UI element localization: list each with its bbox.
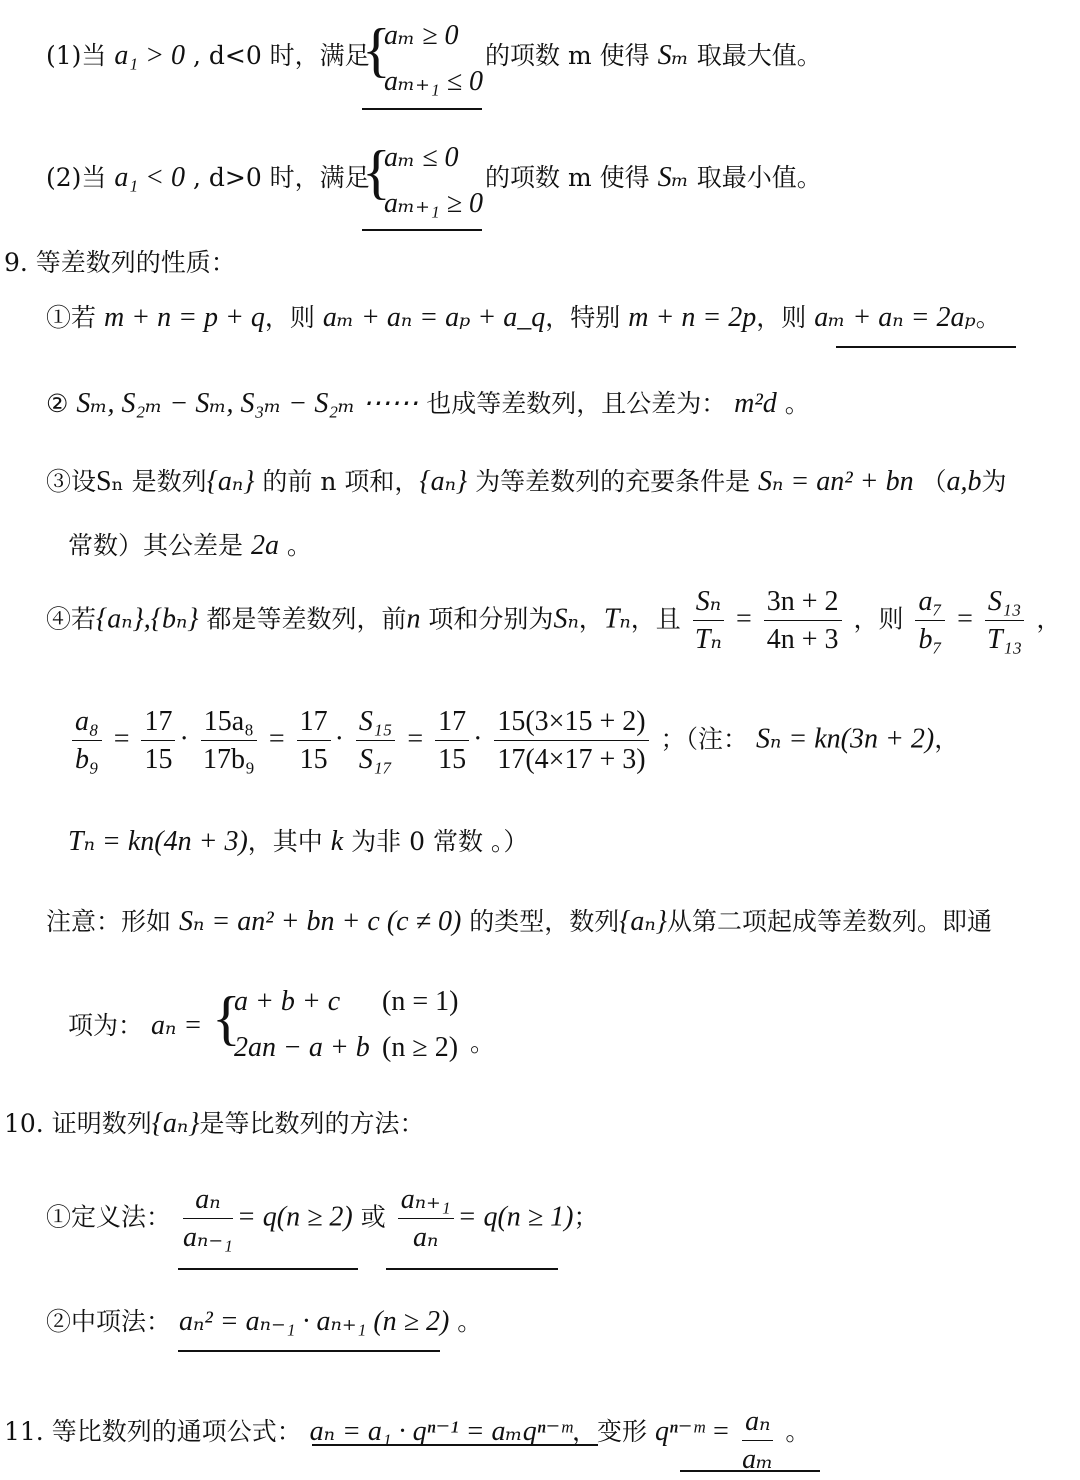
sec10-definition-method: ①定义法： $\frac{\text{aₙ}}{\text{aₙ₋₁}}$ = q(n ≥ 2) 或 $\frac{\text{aₙ₊₁}}{\text{aₙ}}$ = q(n ≥ 1)；	[46, 1184, 599, 1254]
math-a1-negative: a₁ < 0	[114, 162, 186, 193]
underline	[362, 108, 482, 110]
sec9-property-4: ④若{aₙ},{bₙ} 都是等差数列，前n 项和分别为Sₙ，Tₙ，且 $\frac{\text{Sₙ}}{\text{Tₙ}}$ = $\frac{3n + 2}{4n + 3}$ ，则 $\frac{\text{a₇}}{\text{b₇}}$ = $\frac{\text{S₁₃}}{\text{T₁₃}}$ ，	[46, 586, 1062, 656]
brace-icon: {	[362, 17, 391, 83]
underline	[836, 346, 1016, 348]
sec9-property-4-note: Tₙ = kn(4n + 3)，其中 k 为非 0 常数 。）	[68, 826, 529, 857]
item1-tail: 的项数 m 使得 Sₘ 取最大值。	[485, 40, 822, 71]
fraction: $\frac{\text{aₙ₊₁}}{\text{aₙ}}$	[398, 1184, 454, 1254]
item1-line: (1)当 a₁ > 0 , d<0 时，满足	[46, 40, 370, 71]
underline	[178, 1268, 358, 1270]
underline	[178, 1350, 440, 1352]
section-9-title: 9. 等差数列的性质：	[4, 248, 236, 277]
fraction: $\frac{3n + 2}{4n + 3}$	[764, 586, 842, 656]
sec9-note: 注意：形如 Sₙ = an² + bn + c (c ≠ 0) 的类型，数列{aₙ}从第二项起成等差数列。即通	[46, 906, 992, 937]
math-a1-positive: a₁ > 0	[114, 40, 186, 71]
fraction: $\frac{15(3\times 15 + 2)}{17(4\times 17 + 3)}$	[494, 706, 648, 776]
fraction: $\frac{\text{a₇}}{\text{b₇}}$	[915, 586, 945, 656]
sec9-property-3: ③设Sₙ 是数列{aₙ} 的前 n 项和，{aₙ} 为等差数列的充要条件是 Sₙ = an² + bn （a,b为	[46, 466, 1007, 497]
underline	[386, 1268, 558, 1270]
sec9-property-1: ①若 m + n = p + q，则 aₘ + aₙ = aₚ + a_q，特别 m + n = 2p，则 aₘ + aₙ = 2aₚ。	[46, 302, 1001, 333]
fraction: $\frac{\text{Sₙ}}{\text{Tₙ}}$	[693, 586, 724, 656]
fraction: $\frac{\text{S₁₅}}{\text{S₁₇}}$	[356, 706, 395, 776]
fraction: $\frac{\text{aₙ}}{\text{aₙ₋₁}}$	[182, 1184, 233, 1254]
brace-icon: {	[362, 139, 391, 205]
fraction: $\frac{\text{a₈}}{\text{b₉}}$	[72, 706, 102, 776]
sec10-middle-term-method: ②中项法： aₙ² = aₙ₋₁ · aₙ₊₁ (n ≥ 2) 。	[46, 1306, 483, 1337]
sec9-property-2: ② Sₘ, S₂ₘ − Sₘ, S₃ₘ − S₂ₘ ⋯⋯ 也成等差数列，且公差为： m²d 。	[46, 388, 810, 419]
fraction: $\frac{17}{15}$	[297, 706, 331, 776]
fraction: $\frac{\text{aₙ}}{\text{aₘ}}$	[742, 1406, 774, 1476]
fraction: $\frac{\text{15a₈}}{\text{17b₉}}$	[201, 706, 257, 776]
fraction: $\frac{17}{15}$	[435, 706, 469, 776]
item2-tail: 的项数 m 使得 Sₘ 取最小值。	[485, 162, 822, 193]
section-11: 11. 等比数列的通项公式： aₙ = a₁ · qⁿ⁻¹ = aₘqⁿ⁻ᵐ，变形 qⁿ⁻ᵐ = $\frac{\text{aₙ}}{\text{aₘ}}$ 。	[4, 1406, 811, 1476]
brace-icon: {	[212, 985, 241, 1051]
item2-line: (2)当 a₁ < 0 , d>0 时，满足	[46, 162, 370, 193]
fraction: $\frac{\text{S₁₃}}{\text{T₁₃}}$	[985, 586, 1024, 656]
underline	[362, 229, 482, 231]
sec9-property-3-cont: 常数）其公差是 2a 。	[68, 530, 312, 561]
underline	[312, 1444, 598, 1446]
underline	[680, 1470, 820, 1472]
sec9-note-formula-label: 项为： aₙ =	[68, 1010, 203, 1041]
sec9-property-4-derivation: $\frac{\text{a₈}}{\text{b₉}}$ = $\frac{17}{15}$ · $\frac{\text{15a₈}}{\text{17b₉}}$ = $\frac{17}{15}$ · $\frac{\text{S₁₅}}{\text{S₁₇}}$ = $\frac{17}{15}$ · $\frac{15(3\times 15 + 2)}{17(4\times 17 + 3)}$ ；（注： Sₙ = kn(3n + 2)，	[68, 706, 959, 776]
section-10-title: 10. 证明数列{aₙ}是等比数列的方法：	[4, 1108, 425, 1139]
fraction: $\frac{17}{15}$	[141, 706, 175, 776]
